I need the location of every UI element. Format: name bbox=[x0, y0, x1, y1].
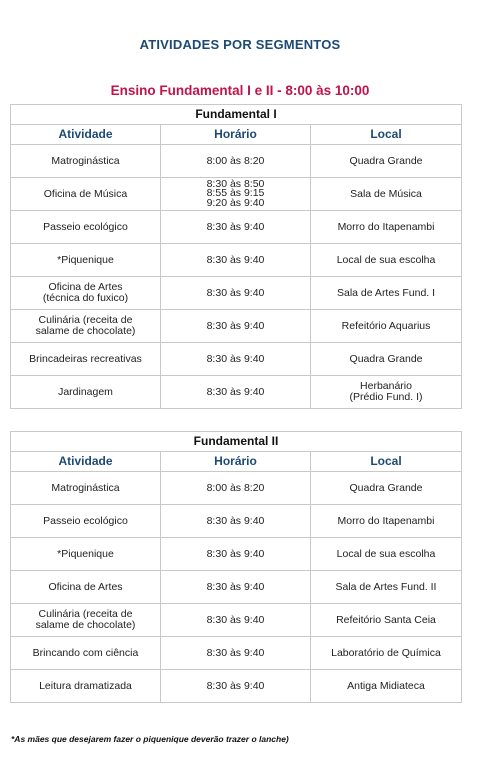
column-header-time: Horário bbox=[161, 125, 311, 145]
table-row bbox=[11, 145, 462, 178]
table-row bbox=[11, 178, 462, 211]
place-cell: Antiga Midiateca bbox=[311, 670, 462, 703]
place-cell: Local de sua escolha bbox=[311, 244, 462, 277]
time-cell: 8:30 às 9:40 bbox=[161, 670, 311, 703]
time-cell: 8:30 às 9:40 bbox=[161, 310, 311, 343]
table-title: Fundamental II bbox=[11, 432, 462, 452]
time-cell: 8:30 às 9:40 bbox=[161, 244, 311, 277]
activity-cell: Brincadeiras recreativas bbox=[11, 343, 161, 376]
table-title: Fundamental I bbox=[11, 105, 462, 125]
table-row bbox=[11, 277, 462, 310]
place-cell: Sala de Música bbox=[311, 178, 462, 211]
column-header-activity: Atividade bbox=[11, 125, 161, 145]
time-cell: 8:00 às 8:20 bbox=[161, 145, 311, 178]
table-row bbox=[11, 637, 462, 670]
time-cell: 8:30 às 9:40 bbox=[161, 211, 311, 244]
place-cell: Sala de Artes Fund. II bbox=[311, 571, 462, 604]
place-cell: Morro do Itapenambi bbox=[311, 211, 462, 244]
time-cell: 8:30 às 9:40 bbox=[161, 637, 311, 670]
table-row bbox=[11, 538, 462, 571]
column-header-time: Horário bbox=[161, 452, 311, 472]
activity-cell: *Piquenique bbox=[11, 244, 161, 277]
column-header-activity: Atividade bbox=[11, 452, 161, 472]
time-cell: 8:30 às 9:40 bbox=[161, 376, 311, 409]
time-cell: 8:30 às 9:40 bbox=[161, 538, 311, 571]
place-cell: Refeitório Santa Ceia bbox=[311, 604, 462, 637]
table-row bbox=[11, 604, 462, 637]
table-row bbox=[11, 310, 462, 343]
page-title: ATIVIDADES POR SEGMENTOS bbox=[139, 37, 341, 52]
activity-cell: Matroginástica bbox=[11, 145, 161, 178]
activity-cell: Jardinagem bbox=[11, 376, 161, 409]
activity-cell: Culinária (receita de salame de chocolate) bbox=[11, 604, 161, 637]
place-cell: Sala de Artes Fund. I bbox=[311, 277, 462, 310]
time-cell: 8:30 às 9:40 bbox=[161, 571, 311, 604]
time-cell: 8:30 às 9:40 bbox=[161, 604, 311, 637]
place-cell: Laboratório de Química bbox=[311, 637, 462, 670]
table-row bbox=[11, 505, 462, 538]
activity-cell: Culinária (receita de salame de chocolate) bbox=[11, 310, 161, 343]
page-subtitle: Ensino Fundamental I e II - 8:00 às 10:00 bbox=[110, 83, 370, 98]
place-cell: Quadra Grande bbox=[311, 145, 462, 178]
activity-cell: Brincando com ciência bbox=[11, 637, 161, 670]
time-cell: 8:30 às 9:40 bbox=[161, 277, 311, 310]
place-cell: Herbanário (Prédio Fund. I) bbox=[311, 376, 462, 409]
fundamental-1-table bbox=[10, 104, 462, 409]
table-row bbox=[11, 244, 462, 277]
table-row bbox=[11, 211, 462, 244]
place-cell: Local de sua escolha bbox=[311, 538, 462, 571]
column-header-place: Local bbox=[311, 452, 462, 472]
place-cell: Morro do Itapenambi bbox=[311, 505, 462, 538]
table-row bbox=[11, 376, 462, 409]
time-cell: 8:30 às 8:50 8:55 às 9:15 9:20 às 9:40 bbox=[161, 178, 311, 211]
time-cell: 8:30 às 9:40 bbox=[161, 343, 311, 376]
activity-cell: Oficina de Artes bbox=[11, 571, 161, 604]
column-header-place: Local bbox=[311, 125, 462, 145]
table-row bbox=[11, 571, 462, 604]
activity-cell: Matroginástica bbox=[11, 472, 161, 505]
table-row bbox=[11, 343, 462, 376]
activity-cell: Oficina de Música bbox=[11, 178, 161, 211]
activity-cell: Leitura dramatizada bbox=[11, 670, 161, 703]
table-row bbox=[11, 670, 462, 703]
time-cell: 8:00 às 8:20 bbox=[161, 472, 311, 505]
place-cell: Quadra Grande bbox=[311, 472, 462, 505]
place-cell: Quadra Grande bbox=[311, 343, 462, 376]
footnote: *As mães que desejarem fazer o piquenique deverão trazer o lanche) bbox=[11, 734, 289, 744]
activity-cell: Passeio ecológico bbox=[11, 211, 161, 244]
fundamental-2-table bbox=[10, 431, 462, 703]
time-cell: 8:30 às 9:40 bbox=[161, 505, 311, 538]
place-cell: Refeitório Aquarius bbox=[311, 310, 462, 343]
activity-cell: *Piquenique bbox=[11, 538, 161, 571]
activity-cell: Oficina de Artes (técnica do fuxico) bbox=[11, 277, 161, 310]
activity-cell: Passeio ecológico bbox=[11, 505, 161, 538]
table-row bbox=[11, 472, 462, 505]
